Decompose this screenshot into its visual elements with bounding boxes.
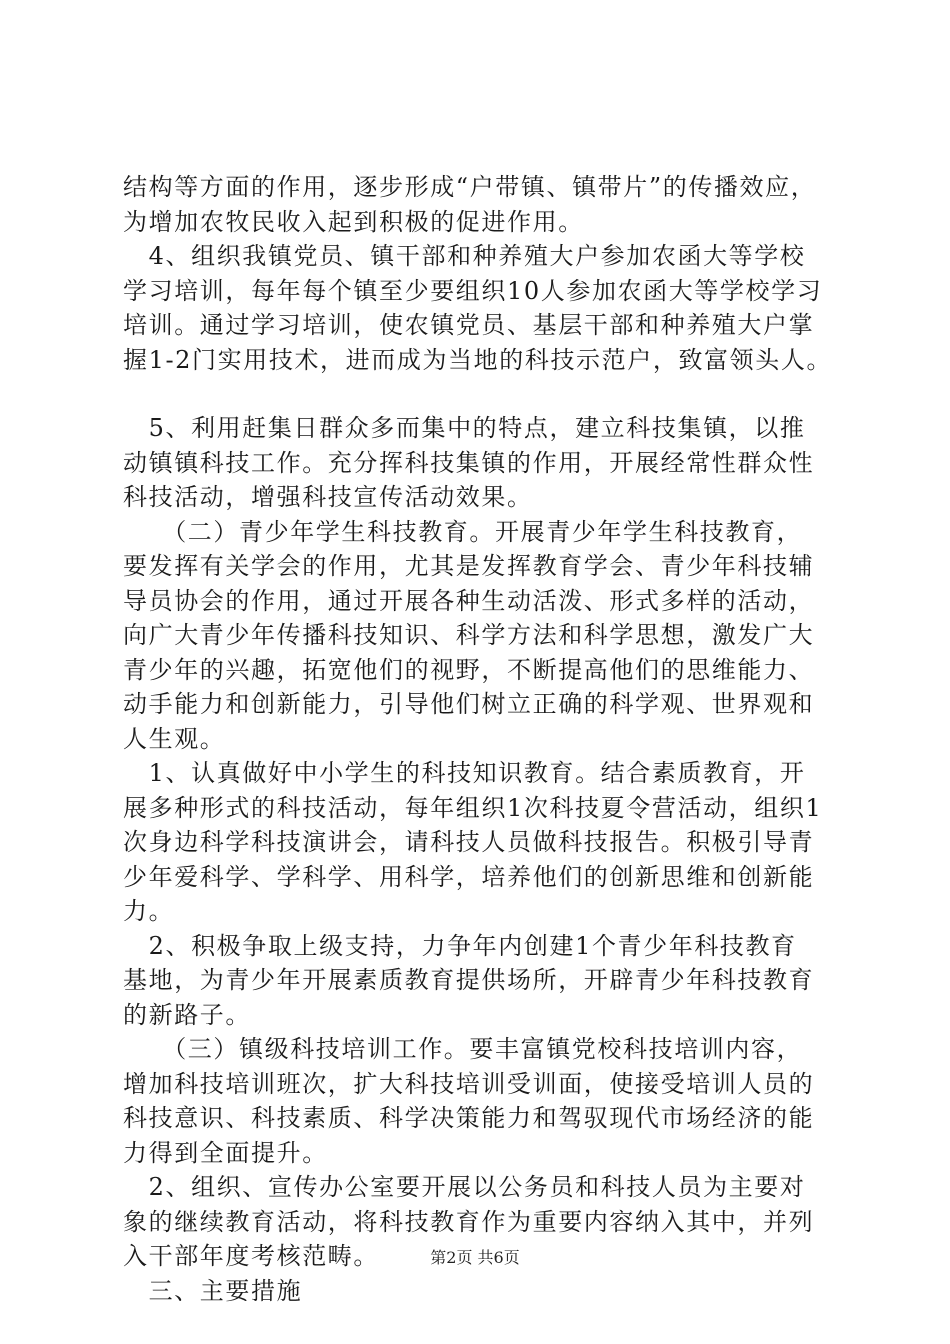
body-line: 科技活动，增强科技宣传活动效果。: [123, 483, 533, 511]
body-line: 青少年的兴趣，拓宽他们的视野，不断提高他们的思维能力、: [123, 655, 815, 684]
section-heading-line: （二）青少年学生科技教育。开展青少年学生科技教育，: [123, 517, 803, 546]
blank-line: [123, 377, 843, 411]
body-line: 向广大青少年传播科技知识、科学方法和科学思想，激发广大: [123, 621, 815, 649]
body-line: 为增加农牧民收入起到积极的促进作用。: [123, 207, 584, 236]
body-line: 人生观。: [123, 724, 226, 753]
body-line: 导员协会的作用，通过开展各种生动活泼、形式多样的活动，: [123, 586, 815, 615]
document-body: [123, 170, 843, 1308]
body-line: 握1-2门实用技术，进而成为当地的科技示范户，致富领头人。: [123, 345, 833, 374]
body-line: 科技意识、科技素质、科学决策能力和驾驭现代市场经济的能: [123, 1104, 815, 1132]
body-line: 2、组织、宣传办公室要开展以公务员和科技人员为主要对: [123, 1173, 806, 1201]
body-line: 动手能力和创新能力，引导他们树立正确的科学观、世界观和: [123, 690, 815, 718]
body-line: 要发挥有关学会的作用，尤其是发挥教育学会、青少年科技辅: [123, 552, 815, 580]
body-line: 少年爱科学、学科学、用科学，培养他们的创新思维和创新能: [123, 862, 815, 891]
section-heading-line: （三）镇级科技培训工作。要丰富镇党校科技培训内容，: [123, 1035, 803, 1063]
body-line: 学习培训，每年每个镇至少要组织10人参加农函大等学校学习: [123, 276, 823, 305]
body-line: 力得到全面提升。: [123, 1138, 328, 1167]
body-line: 4、组织我镇党员、镇干部和种养殖大户参加农函大等学校: [123, 242, 806, 270]
body-line: 象的继续教育活动，将科技教育作为重要内容纳入其中，并列: [123, 1207, 815, 1236]
body-line: 增加科技培训班次，扩大科技培训受训面，使接受培训人员的: [123, 1069, 815, 1098]
body-line: 入干部年度考核范畴。: [123, 1242, 379, 1270]
body-line: 力。: [123, 897, 175, 925]
section-heading-line: 三、主要措施: [123, 1276, 303, 1305]
body-line: 1、认真做好中小学生的科技知识教育。结合素质教育，开: [123, 759, 806, 787]
body-line: 培训。通过学习培训，使农镇党员、基层干部和种养殖大户掌: [123, 311, 815, 339]
body-line: 5、利用赶集日群众多而集中的特点，建立科技集镇，以推: [123, 414, 806, 442]
body-line: 2、积极争取上级支持，力争年内创建1个青少年科技教育: [123, 931, 797, 960]
body-line: 动镇镇科技工作。充分挥科技集镇的作用，开展经常性群众性: [123, 448, 815, 477]
body-line: 的新路子。: [123, 1000, 251, 1029]
body-line: 次身边科学科技演讲会，请科技人员做科技报告。积极引导青: [123, 828, 815, 856]
page-number-footer: 第2页 共6页: [430, 1248, 520, 1267]
body-line: 展多种形式的科技活动，每年组织1次科技夏令营活动，组织1: [123, 793, 823, 822]
body-line: 结构等方面的作用，逐步形成“户带镇、镇带片”的传播效应，: [123, 173, 817, 201]
body-line: 基地，为青少年开展素质教育提供场所，开辟青少年科技教育: [123, 966, 815, 994]
